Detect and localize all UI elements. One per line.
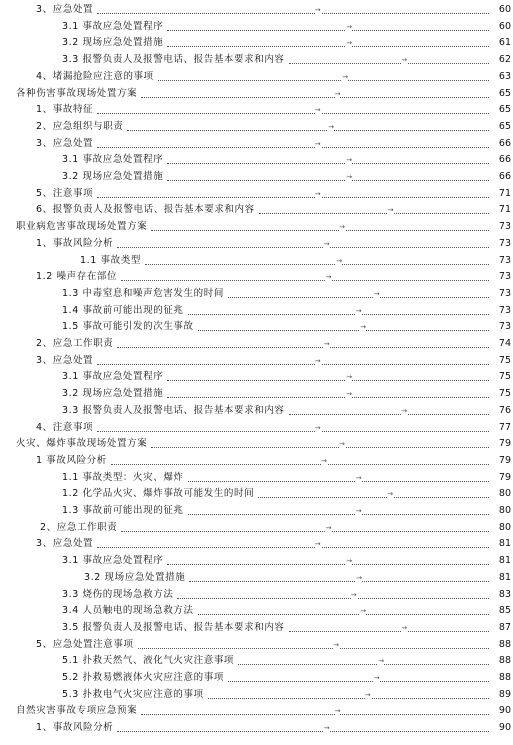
toc-dot-leader bbox=[117, 247, 495, 248]
arrow-icon: → bbox=[351, 587, 357, 604]
arrow-icon: → bbox=[315, 353, 321, 370]
toc-page-number: 75 bbox=[489, 369, 511, 386]
toc-dot-leader bbox=[97, 13, 495, 14]
toc-page-number: 88 bbox=[489, 653, 511, 670]
toc-dot-leader bbox=[97, 147, 495, 148]
toc-entry[interactable] bbox=[0, 86, 513, 103]
toc-dot-leader bbox=[111, 464, 495, 465]
toc-page-number: 65 bbox=[489, 86, 511, 103]
toc-entry[interactable] bbox=[0, 269, 513, 286]
toc-page-number: 88 bbox=[489, 637, 511, 654]
toc-page-number: 75 bbox=[489, 353, 511, 370]
toc-entry[interactable] bbox=[0, 186, 513, 203]
toc-page-number: 77 bbox=[489, 420, 511, 437]
arrow-icon: → bbox=[346, 35, 352, 52]
toc-dot-leader bbox=[167, 380, 495, 381]
toc-entry-title: 职业病危害事故现场处置方案 bbox=[16, 219, 149, 236]
arrow-icon: → bbox=[326, 520, 332, 537]
toc-dot-leader bbox=[167, 397, 495, 398]
toc-entry-title: 2、应急工作职责 bbox=[36, 336, 115, 353]
toc-entry-title: 4、注意事项 bbox=[36, 420, 95, 437]
toc-dot-leader bbox=[258, 497, 495, 498]
toc-entry[interactable] bbox=[0, 286, 513, 303]
toc-page-number: 81 bbox=[489, 553, 511, 570]
toc-page-number: 79 bbox=[489, 436, 511, 453]
toc-entry[interactable] bbox=[0, 136, 513, 153]
toc-entry-title: 2、应急组织与职责 bbox=[36, 119, 125, 136]
toc-entry-title: 3、应急处置 bbox=[36, 136, 95, 153]
arrow-icon: → bbox=[356, 303, 362, 320]
toc-entry[interactable] bbox=[0, 386, 513, 403]
toc-dot-leader bbox=[188, 514, 495, 515]
toc-entry-title: 1.2 噪声存在部位 bbox=[36, 269, 119, 286]
toc-entry[interactable] bbox=[0, 486, 513, 503]
arrow-icon: → bbox=[321, 453, 327, 470]
toc-entry[interactable] bbox=[0, 236, 513, 253]
toc-dot-leader bbox=[167, 180, 495, 181]
toc-entry-title: 各种伤害事故现场处置方案 bbox=[16, 86, 139, 103]
toc-dot-leader bbox=[167, 30, 495, 31]
toc-entry-title: 3.3 报警负责人及报警电话、报告基本要求和内容 bbox=[62, 52, 287, 69]
toc-page-number: 73 bbox=[489, 236, 511, 253]
arrow-icon: → bbox=[360, 319, 366, 336]
toc-dot-leader bbox=[97, 197, 495, 198]
arrow-icon: → bbox=[342, 69, 348, 86]
toc-page-number: 73 bbox=[489, 303, 511, 320]
toc-entry-title: 5.3 扑救电气火灾应注意的事项 bbox=[62, 687, 206, 704]
toc-entry[interactable] bbox=[0, 720, 513, 737]
toc-entry-title: 1.4 事故前可能出现的征兆 bbox=[62, 303, 186, 320]
arrow-icon: → bbox=[365, 687, 371, 704]
toc-page-number: 61 bbox=[489, 35, 511, 52]
toc-entry-title: 5.1 扑救天然气、液化气火灾注意事项 bbox=[62, 653, 236, 670]
arrow-icon: → bbox=[401, 52, 407, 69]
toc-entry[interactable] bbox=[0, 553, 513, 570]
toc-entry[interactable] bbox=[0, 319, 513, 336]
toc-entry[interactable] bbox=[0, 670, 513, 687]
toc-entry[interactable] bbox=[0, 570, 513, 587]
arrow-icon: → bbox=[356, 503, 362, 520]
toc-entry[interactable] bbox=[0, 403, 513, 420]
toc-entry-title: 1、事故特征 bbox=[36, 102, 95, 119]
toc-dot-leader bbox=[177, 598, 495, 599]
toc-entry-title: 3.4 人员触电的现场急救方法 bbox=[62, 603, 196, 620]
toc-page-number: 81 bbox=[489, 570, 511, 587]
toc-dot-leader bbox=[151, 447, 495, 448]
toc-entry[interactable] bbox=[0, 169, 513, 186]
arrow-icon: → bbox=[335, 86, 341, 103]
arrow-icon: → bbox=[346, 169, 352, 186]
toc-entry[interactable] bbox=[0, 353, 513, 370]
toc-page-number: 87 bbox=[489, 620, 511, 637]
toc-page-number: 66 bbox=[489, 169, 511, 186]
toc-entry[interactable] bbox=[0, 369, 513, 386]
arrow-icon: → bbox=[346, 19, 352, 36]
arrow-icon: → bbox=[339, 219, 345, 236]
toc-entry-title: 3.3 报警负责人及报警电话、报告基本要求和内容 bbox=[62, 403, 287, 420]
toc-entry[interactable] bbox=[0, 453, 513, 470]
arrow-icon: → bbox=[335, 703, 341, 720]
toc-entry[interactable] bbox=[0, 52, 513, 69]
toc-dot-leader bbox=[289, 63, 495, 64]
arrow-icon: → bbox=[346, 369, 352, 386]
arrow-icon: → bbox=[346, 152, 352, 169]
toc-page-number: 85 bbox=[489, 603, 511, 620]
toc-entry-title: 3.2 现场应急处置措施 bbox=[62, 169, 165, 186]
arrow-icon: → bbox=[387, 486, 393, 503]
toc-entry-title: 3.2 现场应急处置措施 bbox=[62, 386, 165, 403]
toc-dot-leader bbox=[145, 264, 495, 265]
toc-entry-title: 5、应急处置注意事项 bbox=[36, 637, 136, 654]
toc-entry[interactable] bbox=[0, 520, 513, 537]
toc-page-number: 73 bbox=[489, 253, 511, 270]
toc-dot-leader bbox=[188, 481, 495, 482]
toc-entry-title: 5.2 扑救易燃液体火灾应注意的事项 bbox=[62, 670, 226, 687]
toc-page-number: 81 bbox=[489, 536, 511, 553]
toc-entry[interactable] bbox=[0, 436, 513, 453]
toc-page-number: 80 bbox=[489, 520, 511, 537]
toc-entry-title: 1、事故风险分析 bbox=[36, 236, 115, 253]
toc-dot-leader bbox=[259, 213, 495, 214]
arrow-icon: → bbox=[328, 119, 334, 136]
toc-entry-title: 2、应急工作职责 bbox=[40, 520, 119, 537]
toc-page-number: 79 bbox=[489, 453, 511, 470]
toc-entry-title: 3.1 事故应急处置程序 bbox=[62, 553, 165, 570]
arrow-icon: → bbox=[315, 186, 321, 203]
toc-dot-leader bbox=[289, 631, 495, 632]
toc-page-number: 66 bbox=[489, 152, 511, 169]
arrow-icon: → bbox=[315, 2, 321, 19]
arrow-icon: → bbox=[378, 653, 384, 670]
toc-entry-title: 3.1 事故应急处置程序 bbox=[62, 369, 165, 386]
toc-entry-title: 1.3 事故前可能出现的征兆 bbox=[62, 503, 186, 520]
toc-dot-leader bbox=[167, 564, 495, 565]
toc-dot-leader bbox=[228, 681, 495, 682]
toc-entry-title: 1.5 事故可能引发的次生事故 bbox=[62, 319, 196, 336]
arrow-icon: → bbox=[356, 570, 362, 587]
toc-page-number: 83 bbox=[489, 587, 511, 604]
toc-page-number: 75 bbox=[489, 386, 511, 403]
toc-entry-title: 3.2 现场应急处置措施 bbox=[84, 570, 187, 587]
toc-entry[interactable] bbox=[0, 637, 513, 654]
toc-entry-title: 3.1 事故应急处置程序 bbox=[62, 152, 165, 169]
toc-page-number: 71 bbox=[489, 202, 511, 219]
toc-entry[interactable] bbox=[0, 219, 513, 236]
toc-page-number: 73 bbox=[489, 219, 511, 236]
toc-page-number: 76 bbox=[489, 403, 511, 420]
toc-dot-leader bbox=[208, 698, 495, 699]
toc-page-number: 73 bbox=[489, 319, 511, 336]
toc-entry-title: 1 事故风险分析 bbox=[36, 453, 109, 470]
arrow-icon: → bbox=[324, 720, 330, 737]
toc-entry-title: 3.1 事故应急处置程序 bbox=[62, 19, 165, 36]
arrow-icon: → bbox=[401, 620, 407, 637]
toc-dot-leader bbox=[97, 364, 495, 365]
toc-entry-title: 3、应急处置 bbox=[36, 353, 95, 370]
arrow-icon: → bbox=[326, 269, 332, 286]
toc-page-number: 60 bbox=[489, 2, 511, 19]
toc-page-number: 80 bbox=[489, 503, 511, 520]
arrow-icon: → bbox=[324, 336, 330, 353]
toc-dot-leader bbox=[141, 714, 495, 715]
toc-dot-leader bbox=[117, 731, 495, 732]
toc-entry[interactable] bbox=[0, 69, 513, 86]
toc-entry[interactable] bbox=[0, 336, 513, 353]
arrow-icon: → bbox=[315, 420, 321, 437]
toc-page-number: 89 bbox=[489, 687, 511, 704]
toc-page-number: 60 bbox=[489, 19, 511, 36]
toc-page-number: 62 bbox=[489, 52, 511, 69]
toc-dot-leader bbox=[228, 297, 495, 298]
toc-page-number: 79 bbox=[489, 470, 511, 487]
toc-entry[interactable] bbox=[0, 253, 513, 270]
toc-entry[interactable] bbox=[0, 102, 513, 119]
toc-dot-leader bbox=[141, 97, 495, 98]
toc-entry[interactable] bbox=[0, 202, 513, 219]
toc-dot-leader bbox=[117, 347, 495, 348]
toc-dot-leader bbox=[97, 547, 495, 548]
toc-entry[interactable] bbox=[0, 420, 513, 437]
toc-dot-leader bbox=[127, 130, 495, 131]
arrow-icon: → bbox=[360, 603, 366, 620]
toc-entry-title: 1.3 中毒窒息和噪声危害发生的时间 bbox=[62, 286, 226, 303]
toc-entry-title: 4、堵漏抢险应注意的事项 bbox=[36, 69, 156, 86]
toc-dot-leader bbox=[198, 614, 495, 615]
toc-dot-leader bbox=[167, 163, 495, 164]
toc-entry[interactable] bbox=[0, 35, 513, 52]
toc-entry[interactable] bbox=[0, 503, 513, 520]
toc-entry-title: 3.3 烧伤的现场急救方法 bbox=[62, 587, 175, 604]
toc-dot-leader bbox=[121, 280, 495, 281]
toc-dot-leader bbox=[188, 314, 495, 315]
arrow-icon: → bbox=[336, 253, 342, 270]
toc-entry[interactable] bbox=[0, 620, 513, 637]
toc-dot-leader bbox=[238, 664, 495, 665]
arrow-icon: → bbox=[346, 386, 352, 403]
toc-page-number: 65 bbox=[489, 102, 511, 119]
toc-entry[interactable] bbox=[0, 2, 513, 19]
toc-page-number: 90 bbox=[489, 703, 511, 720]
toc-dot-leader bbox=[97, 113, 495, 114]
toc-entry[interactable] bbox=[0, 470, 513, 487]
arrow-icon: → bbox=[388, 202, 394, 219]
toc-entry-title: 3、应急处置 bbox=[36, 2, 95, 19]
toc-entry[interactable] bbox=[0, 603, 513, 620]
toc-entry[interactable] bbox=[0, 587, 513, 604]
toc-dot-leader bbox=[158, 80, 495, 81]
toc-entry[interactable] bbox=[0, 703, 513, 720]
arrow-icon: → bbox=[315, 136, 321, 153]
toc-entry[interactable] bbox=[0, 303, 513, 320]
toc-page-number: 90 bbox=[489, 720, 511, 737]
toc-page-number: 65 bbox=[489, 119, 511, 136]
toc-dot-leader bbox=[97, 431, 495, 432]
toc-dot-leader bbox=[198, 330, 495, 331]
toc-entry-title: 3.2 现场应急处置措施 bbox=[62, 35, 165, 52]
toc-dot-leader bbox=[289, 414, 495, 415]
toc-entry-title: 1.1 事故类型：火灾、爆炸 bbox=[62, 470, 186, 487]
toc-page-number: 88 bbox=[489, 670, 511, 687]
arrow-icon: → bbox=[374, 286, 380, 303]
toc-entry[interactable] bbox=[0, 536, 513, 553]
toc-entry-title: 自然灾害事故专项应急预案 bbox=[16, 703, 139, 720]
toc-entry[interactable] bbox=[0, 119, 513, 136]
toc-dot-leader bbox=[167, 46, 495, 47]
toc-entry-title: 5、注意事项 bbox=[36, 186, 95, 203]
toc-page-number: 71 bbox=[489, 186, 511, 203]
arrow-icon: → bbox=[339, 436, 345, 453]
toc-page-number: 80 bbox=[489, 486, 511, 503]
toc-entry-title: 1、事故风险分析 bbox=[36, 720, 115, 737]
toc-entry[interactable] bbox=[0, 653, 513, 670]
toc-entry-title: 6、报警负责人及报警电话、报告基本要求和内容 bbox=[36, 202, 257, 219]
arrow-icon: → bbox=[333, 637, 339, 654]
toc-page-number: 66 bbox=[489, 136, 511, 153]
toc-page-number: 73 bbox=[489, 269, 511, 286]
toc-page-number: 63 bbox=[489, 69, 511, 86]
toc-entry-title: 1.1 事故类型 bbox=[80, 253, 143, 270]
toc-entry-title: 1.2 化学品火灾、爆炸事故可能发生的时间 bbox=[62, 486, 256, 503]
toc-entry[interactable] bbox=[0, 19, 513, 36]
arrow-icon: → bbox=[401, 403, 407, 420]
arrow-icon: → bbox=[346, 553, 352, 570]
toc-dot-leader bbox=[189, 581, 495, 582]
toc-entry-title: 火灾、爆炸事故现场处置方案 bbox=[16, 436, 149, 453]
toc-dot-leader bbox=[121, 531, 495, 532]
toc-dot-leader bbox=[138, 648, 495, 649]
arrow-icon: → bbox=[374, 670, 380, 687]
toc-page-number: 73 bbox=[489, 286, 511, 303]
toc-entry[interactable] bbox=[0, 687, 513, 704]
arrow-icon: → bbox=[315, 536, 321, 553]
arrow-icon: → bbox=[356, 470, 362, 487]
arrow-icon: → bbox=[324, 236, 330, 253]
toc-page-number: 74 bbox=[489, 336, 511, 353]
toc-entry[interactable] bbox=[0, 152, 513, 169]
toc-entry-title: 3.5 报警负责人及报警电话、报告基本要求和内容 bbox=[62, 620, 287, 637]
toc-dot-leader bbox=[151, 230, 495, 231]
arrow-icon: → bbox=[315, 102, 321, 119]
toc-entry-title: 3、应急处置 bbox=[36, 536, 95, 553]
